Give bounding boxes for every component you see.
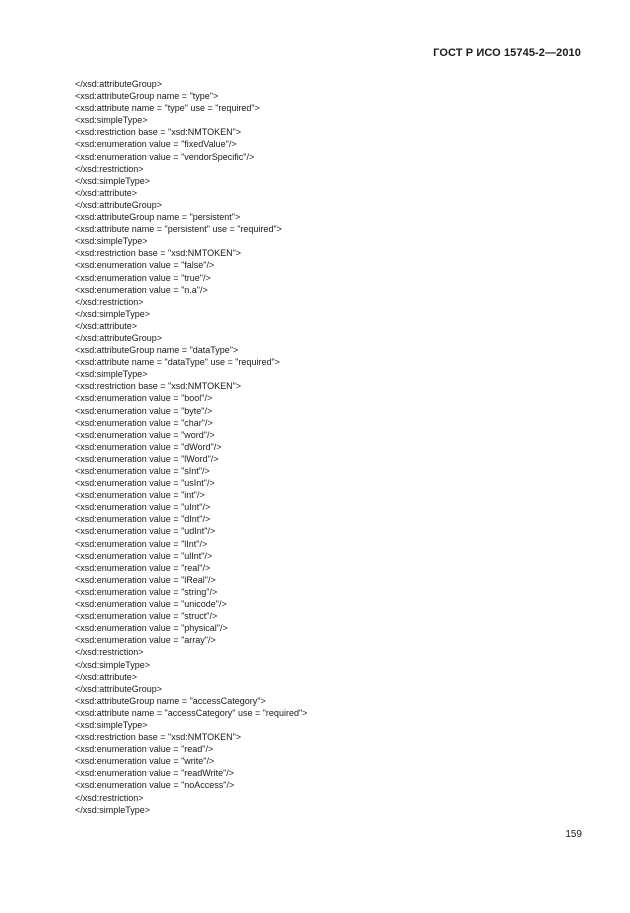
code-line: <xsd:enumeration value = "usInt"/> [75,478,215,489]
xsd-code-listing [75,78,307,816]
code-line: </xsd:restriction> [75,296,144,307]
code-line: </xsd:simpleType> [75,804,151,815]
code-line: <xsd:enumeration value = "array"/> [75,635,216,646]
code-line: <xsd:enumeration value = "read"/> [75,744,214,755]
code-line: </xsd:attribute> [75,320,138,331]
code-line: </xsd:simpleType> [75,175,151,186]
code-line: <xsd:enumeration value = "vendorSpecific"/> [75,151,255,162]
code-line: <xsd:enumeration value = "noAccess"/> [75,780,235,791]
code-line: <xsd:restriction base = "xsd:NMTOKEN"> [75,381,242,392]
code-line: </xsd:attributeGroup> [75,683,163,694]
code-line: <xsd:enumeration value = "true"/> [75,272,211,283]
code-line: <xsd:attributeGroup name = "dataType"> [75,345,239,356]
code-line: <xsd:attributeGroup name = "persistent"> [75,212,241,223]
document-standard-header: ГОСТ Р ИСО 15745-2—2010 [433,47,581,59]
code-line: </xsd:attributeGroup> [75,79,163,89]
code-line: </xsd:restriction> [75,647,144,658]
code-line: <xsd:enumeration value = "lWord"/> [75,453,219,464]
code-line: <xsd:attribute name = "type" use = "required"> [75,103,260,114]
code-line: <xsd:enumeration value = "fixedValue"/> [75,139,237,150]
code-line: <xsd:enumeration value = "dInt"/> [75,514,211,525]
code-line: <xsd:enumeration value = "real"/> [75,562,211,573]
code-line: <xsd:enumeration value = "lReal"/> [75,574,216,585]
code-line: <xsd:restriction base = "xsd:NMTOKEN"> [75,127,242,138]
code-line: <xsd:restriction base = "xsd:NMTOKEN"> [75,732,242,743]
code-line: <xsd:enumeration value = "false"/> [75,260,215,271]
code-line: </xsd:simpleType> [75,308,151,319]
code-line: <xsd:restriction base = "xsd:NMTOKEN"> [75,248,242,259]
code-line: <xsd:enumeration value = "sInt"/> [75,466,210,476]
code-line: <xsd:enumeration value = "dWord"/> [75,441,222,452]
code-line: <xsd:enumeration value = "string"/> [75,586,218,597]
code-line: </xsd:simpleType> [75,659,151,670]
code-line: <xsd:enumeration value = "udInt"/> [75,526,216,537]
code-line: <xsd:simpleType> [75,369,148,380]
code-line: <xsd:enumeration value = "ulInt"/> [75,550,213,561]
code-line: </xsd:restriction> [75,792,144,803]
code-line: <xsd:enumeration value = "int"/> [75,490,205,501]
code-line: <xsd:enumeration value = "struct"/> [75,611,218,622]
code-line: <xsd:attribute name = "dataType" use = "required"> [75,357,280,368]
code-line: <xsd:simpleType> [75,719,148,730]
code-line: <xsd:enumeration value = "physical"/> [75,623,228,634]
code-line: <xsd:enumeration value = "write"/> [75,756,215,767]
code-line: <xsd:enumeration value = "lInt"/> [75,538,208,549]
code-line: <xsd:enumeration value = "char"/> [75,417,213,428]
code-line: <xsd:enumeration value = "unicode"/> [75,599,227,610]
code-line: <xsd:attribute name = "accessCategory" use = "required"> [75,707,308,718]
code-line: </xsd:attributeGroup> [75,332,163,343]
code-line: </xsd:attribute> [75,671,138,682]
code-line: <xsd:enumeration value = "n.a"/> [75,284,208,295]
code-line: <xsd:enumeration value = "readWrite"/> [75,768,235,779]
code-line: <xsd:simpleType> [75,115,148,126]
code-line: <xsd:enumeration value = "byte"/> [75,405,213,416]
code-line: </xsd:attributeGroup> [75,199,163,210]
code-line: <xsd:attributeGroup name = "accessCategory"> [75,695,266,706]
page-number: 159 [565,829,582,840]
code-line: <xsd:enumeration value = "uInt"/> [75,502,211,513]
code-line: <xsd:enumeration value = "word"/> [75,429,215,440]
code-line: <xsd:simpleType> [75,236,148,247]
code-line: <xsd:attributeGroup name = "type"> [75,91,219,102]
code-line: </xsd:restriction> [75,163,144,174]
code-line: </xsd:attribute> [75,187,138,198]
code-line: <xsd:enumeration value = "bool"/> [75,393,213,404]
code-line: <xsd:attribute name = "persistent" use = "required"> [75,224,282,235]
